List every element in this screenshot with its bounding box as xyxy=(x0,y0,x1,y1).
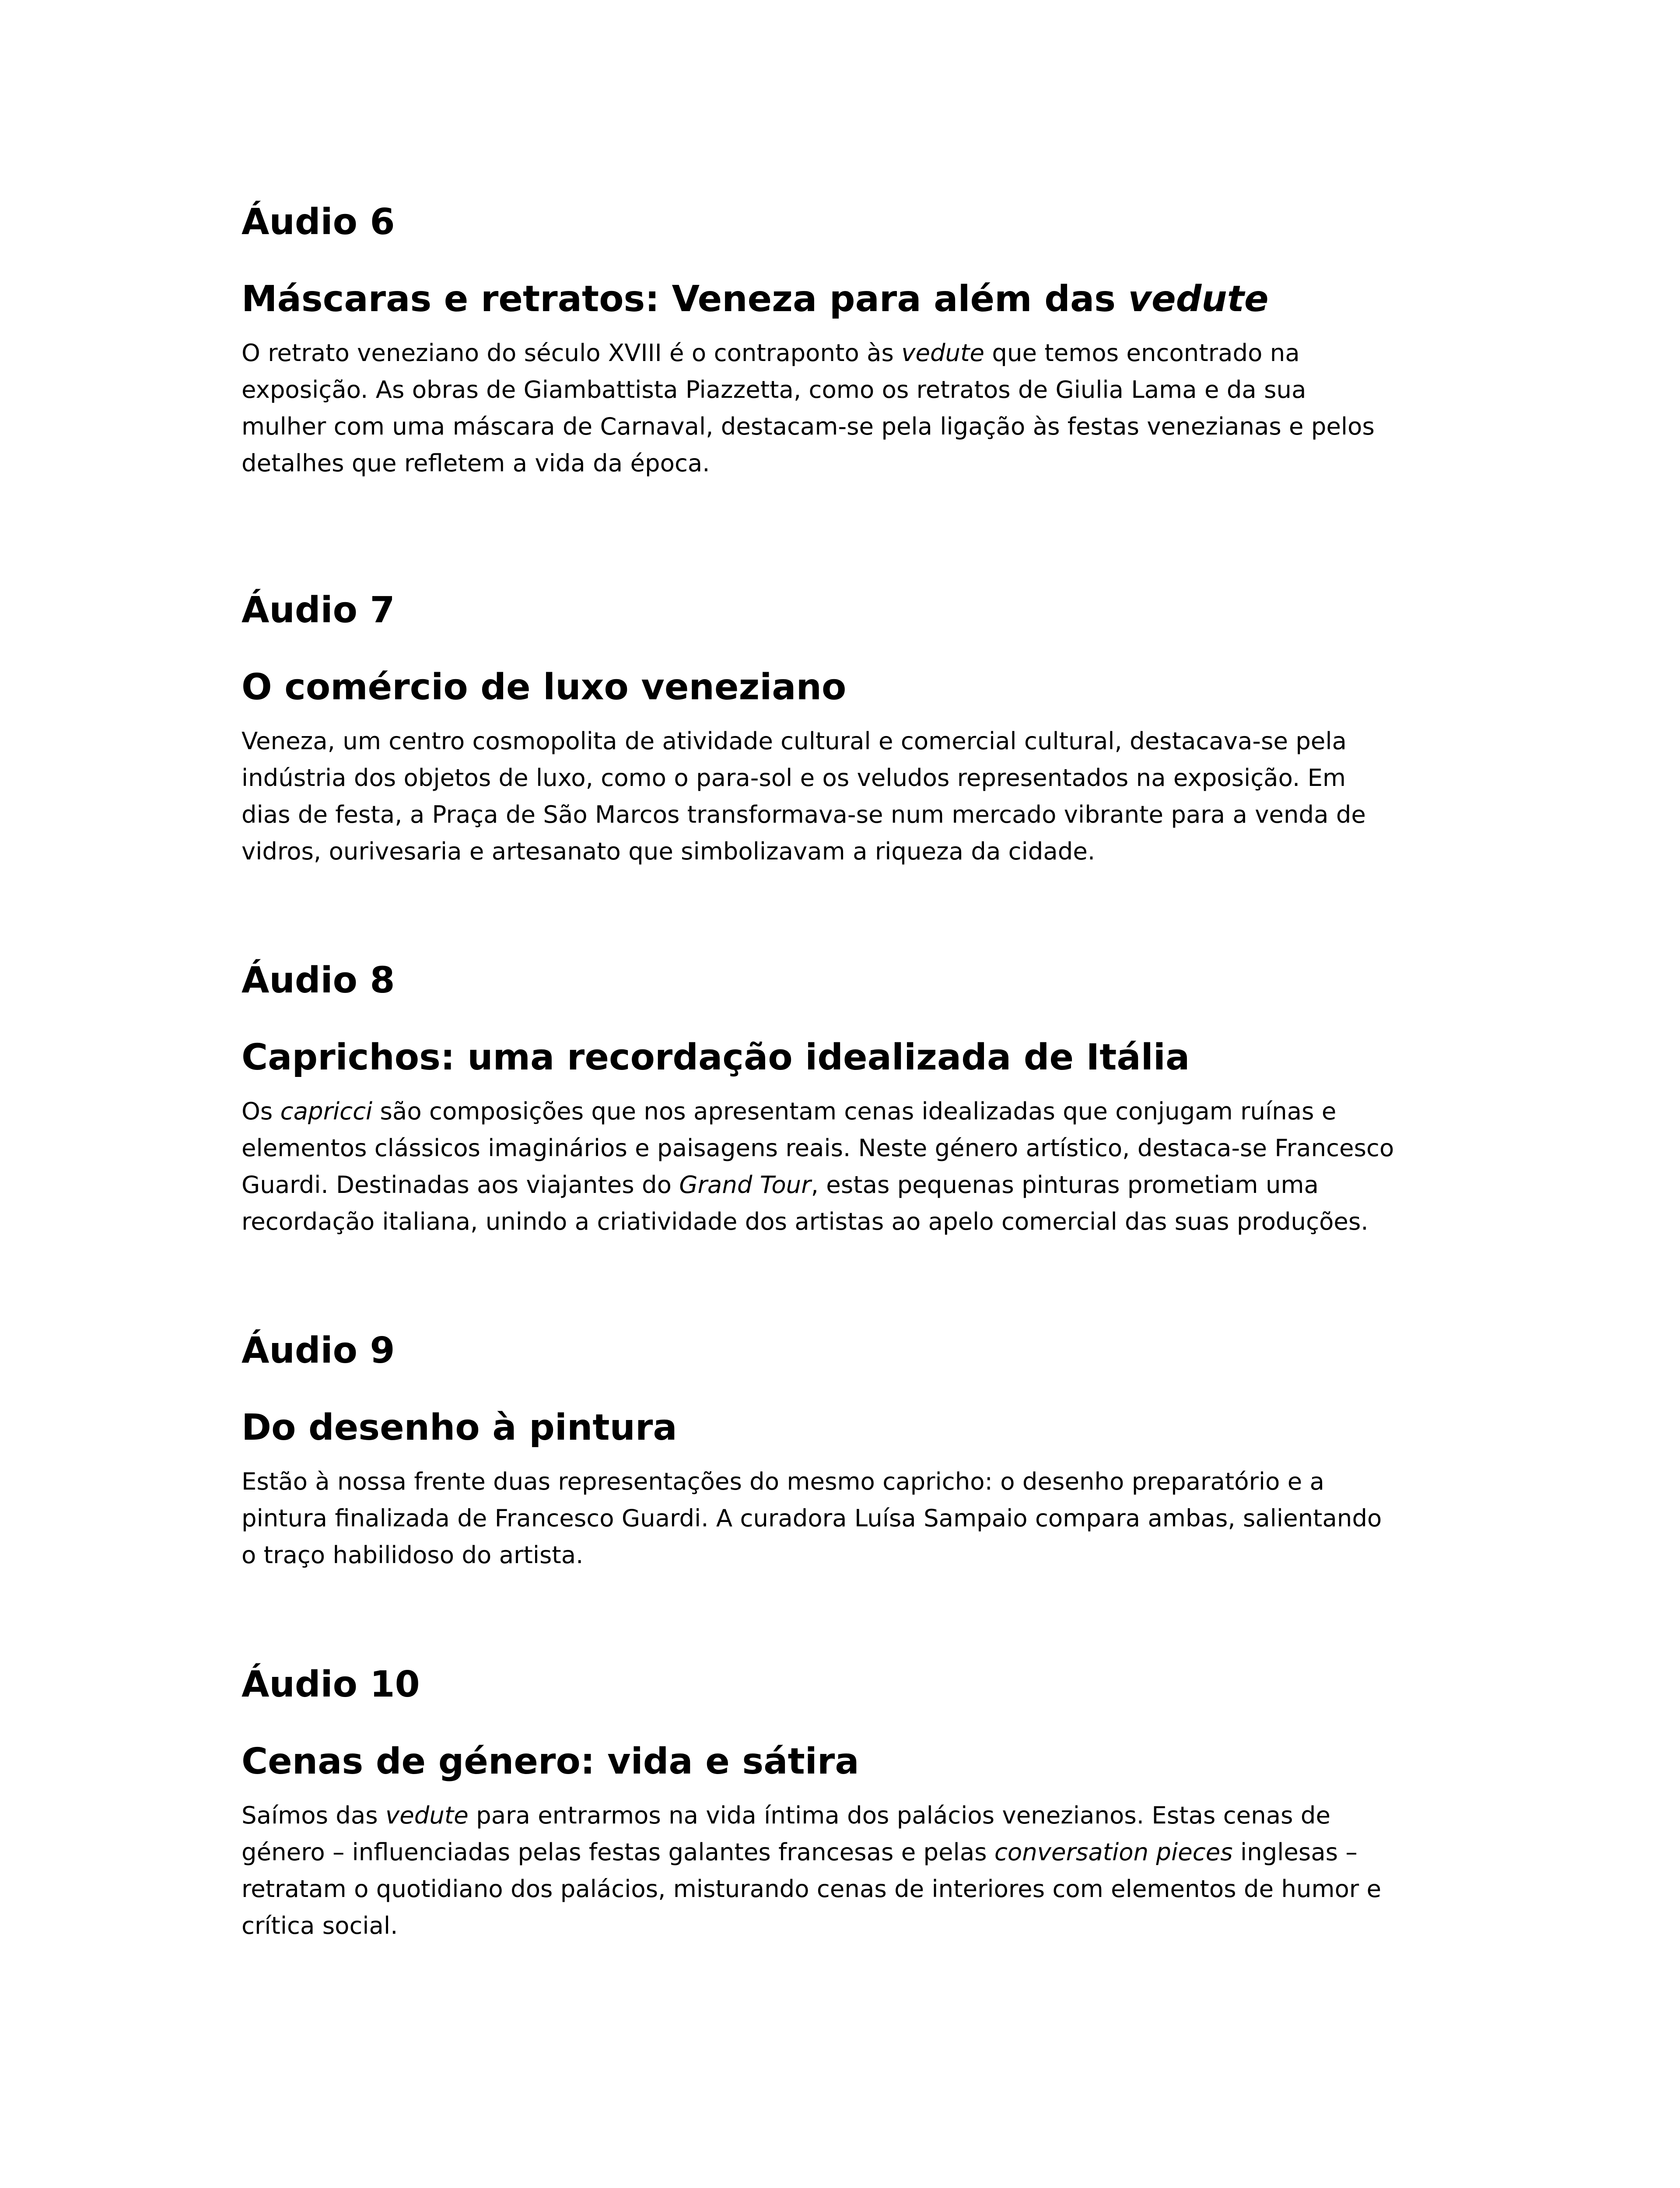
audio-number: Áudio 9 xyxy=(242,1330,395,1371)
text-run: Guardi. Destinadas aos viajantes do xyxy=(242,1171,679,1199)
text-run: que temos encontrado na xyxy=(984,339,1300,367)
body-line xyxy=(242,1203,1471,1240)
body-line xyxy=(242,1093,1471,1129)
italic-term: capricci xyxy=(280,1097,373,1125)
italic-term: Grand Tour xyxy=(679,1171,811,1199)
section-title xyxy=(242,666,846,709)
text-run: Veneza, um centro cosmopolita de atividade cultural e comercial cultural, destacava-se pela xyxy=(242,727,1347,755)
text-run: dias de festa, a Praça de São Marcos transformava-se num mercado vibrante para a venda de xyxy=(242,800,1366,828)
text-run: indústria dos objetos de luxo, como o para-sol e os veludos representados na exposição. Em xyxy=(242,764,1346,792)
text-run: Estão à nossa frente duas representações do mesmo capricho: o desenho preparatório e a xyxy=(242,1467,1325,1495)
text-run: O retrato veneziano do século XVIII é o contraponto às xyxy=(242,339,902,367)
text-run: crítica social. xyxy=(242,1911,398,1939)
section-title-text: Caprichos: uma recordação idealizada de Itália xyxy=(242,1037,1190,1078)
section-body xyxy=(242,334,1471,481)
section-title-text: O comércio de luxo veneziano xyxy=(242,666,847,708)
text-run: , estas pequenas pinturas prometiam uma xyxy=(811,1171,1319,1199)
audio-number: Áudio 8 xyxy=(242,960,395,1001)
text-run: o traço habilidoso do artista. xyxy=(242,1541,584,1569)
text-run: género – influenciadas pelas festas galantes francesas e pelas xyxy=(242,1838,994,1866)
text-run: vidros, ourivesaria e artesanato que simbolizavam a riqueza da cidade. xyxy=(242,837,1096,865)
body-line xyxy=(242,1907,1471,1944)
section-body xyxy=(242,1463,1471,1573)
text-run: elementos clássicos imaginários e paisagens reais. Neste género artístico, destaca-se Francesco xyxy=(242,1134,1394,1162)
body-line xyxy=(242,722,1471,759)
text-run: pintura finalizada de Francesco Guardi. A curadora Luísa Sampaio compara ambas, salientando xyxy=(242,1504,1382,1532)
body-line xyxy=(242,1500,1471,1536)
section-body xyxy=(242,722,1471,870)
body-line xyxy=(242,1536,1471,1573)
body-line xyxy=(242,1797,1471,1834)
section-body xyxy=(242,1797,1471,1944)
audio-number: Áudio 7 xyxy=(242,589,395,631)
text-run: recordação italiana, unindo a criatividade dos artistas ao apelo comercial das suas produções. xyxy=(242,1207,1368,1235)
audio-number: Áudio 10 xyxy=(242,1664,420,1705)
body-line xyxy=(242,1463,1471,1500)
body-line xyxy=(242,371,1471,408)
text-run: inglesas – xyxy=(1232,1838,1358,1866)
italic-term: vedute xyxy=(901,339,985,367)
text-run: para entrarmos na vida íntima dos palácios venezianos. Estas cenas de xyxy=(468,1801,1330,1829)
section-title-text: Do desenho à pintura xyxy=(242,1407,677,1448)
section-title xyxy=(242,1406,677,1450)
body-line xyxy=(242,1870,1471,1907)
body-line xyxy=(242,445,1471,481)
text-run: são composições que nos apresentam cenas idealizadas que conjugam ruínas e xyxy=(372,1097,1337,1125)
section-title-text: Cenas de género: vida e sátira xyxy=(242,1741,859,1782)
body-line xyxy=(242,1834,1471,1870)
section-title xyxy=(242,1740,859,1784)
text-run: mulher com uma máscara de Carnaval, destacam-se pela ligação às festas venezianas e pelos xyxy=(242,412,1375,440)
section-body xyxy=(242,1093,1471,1240)
body-line xyxy=(242,833,1471,870)
body-line xyxy=(242,334,1471,371)
body-line xyxy=(242,408,1471,445)
italic-term: vedute xyxy=(385,1801,469,1829)
text-run: Os xyxy=(242,1097,280,1125)
section-title xyxy=(242,1036,1190,1080)
body-line xyxy=(242,759,1471,796)
body-line xyxy=(242,1129,1471,1166)
text-run: retratam o quotidiano dos palácios, misturando cenas de interiores com elementos de humor e xyxy=(242,1875,1382,1903)
italic-term: conversation pieces xyxy=(994,1838,1233,1866)
section-title-italic: vedute xyxy=(1128,278,1269,320)
text-run: exposição. As obras de Giambattista Piazzetta, como os retratos de Giulia Lama e da sua xyxy=(242,375,1306,403)
body-line xyxy=(242,1166,1471,1203)
section-title-text: Máscaras e retratos: Veneza para além das xyxy=(242,278,1128,320)
text-run: detalhes que refletem a vida da época. xyxy=(242,449,710,477)
section-title xyxy=(242,277,1269,321)
text-run: Saímos das xyxy=(242,1801,385,1829)
body-line xyxy=(242,796,1471,833)
audio-number: Áudio 6 xyxy=(242,201,395,243)
